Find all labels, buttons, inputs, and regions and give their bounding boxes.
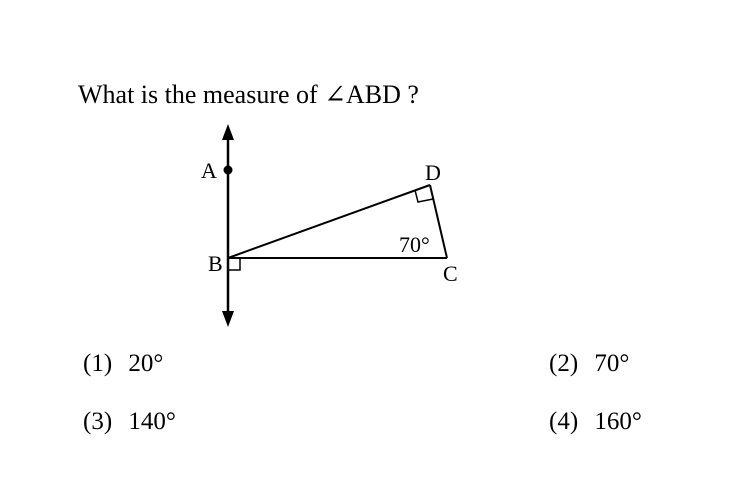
angle-label-c: 70°: [399, 232, 430, 257]
choice-4-value: 160°: [594, 408, 642, 435]
point-a-dot: [224, 166, 233, 175]
choice-2[interactable]: [549, 349, 629, 379]
arrowhead-down: [222, 311, 234, 327]
label-d: D: [425, 160, 441, 185]
choice-1-number: (1): [83, 350, 113, 377]
choice-2-value: 70°: [594, 350, 630, 377]
choice-4[interactable]: [549, 407, 642, 437]
choice-1[interactable]: [83, 349, 163, 379]
label-c: C: [443, 261, 458, 286]
label-b: B: [208, 251, 223, 276]
choice-1-value: 20°: [128, 350, 164, 377]
right-angle-marker-b: [228, 258, 240, 270]
question-text: What is the measure of ∠ABD ?: [78, 80, 419, 109]
choice-3-number: (3): [83, 408, 113, 435]
arrowhead-up: [222, 124, 234, 140]
choice-4-number: (4): [549, 408, 579, 435]
right-angle-marker-d: [415, 190, 433, 202]
choice-3-value: 140°: [128, 408, 176, 435]
choice-3[interactable]: [83, 407, 176, 437]
segment-dc: [430, 185, 447, 258]
choice-2-number: (2): [549, 350, 579, 377]
label-a: A: [201, 158, 217, 183]
